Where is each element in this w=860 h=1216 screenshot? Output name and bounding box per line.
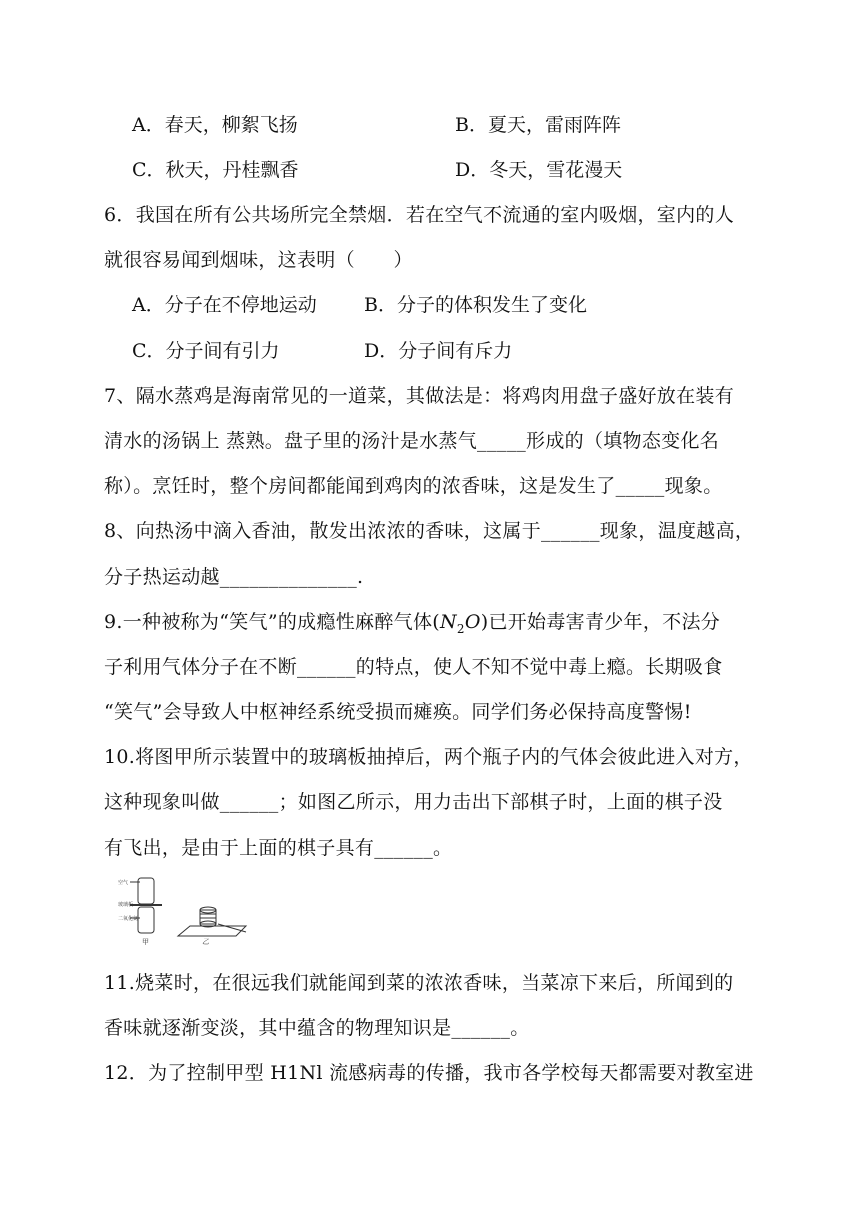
q10-line3: 有飞出，是由于上面的棋子具有______。 [104, 837, 453, 859]
q6-option-d: D．分子间有斥力 [364, 340, 513, 362]
q7-line2: 清水的汤锅上 蒸熟。盘子里的汤汁是水蒸气_____形成的（填物态变化名 [104, 430, 720, 452]
paper-sheet [178, 926, 246, 936]
q5-option-b: B．夏天，雷雨阵阵 [455, 114, 621, 136]
q10-line1: 10.将图甲所示装置中的玻璃板抽掉后，两个瓶子内的气体会彼此进入对方， [104, 746, 753, 768]
upper-bottle [138, 878, 154, 904]
svg-text:玻璃板: 玻璃板 [118, 902, 134, 908]
q6-option-a: A．分子在不停地运动 [132, 294, 317, 316]
q5-option-d: D．冬天，雪花漫天 [455, 159, 623, 181]
q6-option-c: C．分子间有引力 [132, 340, 280, 362]
q6-stem-line2: 就很容易闻到烟味，这表明（ ） [104, 249, 413, 271]
q5-option-c: C．秋天，丹桂飘香 [132, 159, 299, 181]
q7-line3: 称）。烹饪时，整个房间都能闻到鸡肉的浓香味，这是发生了_____现象。 [104, 475, 723, 497]
q12-line1: 12．为了控制甲型 H1Nl 流感病毒的传播，我市各学校每天都需要对教室进 [104, 1062, 754, 1084]
q9-line2: 子利用气体分子在不断______的特点，使人不知不觉中毒上瘾。长期吸食 [104, 656, 723, 678]
q9-line3: “笑气”会导致人中枢神经系统受损而瘫痪。同学们务必保持高度警惕! [104, 701, 692, 723]
chemical-formula: $N_2O$ [439, 611, 481, 636]
q6-option-b: B．分子的体积发生了变化 [364, 294, 587, 316]
svg-text:甲: 甲 [142, 938, 149, 946]
q9-line1 [104, 610, 720, 641]
svg-text:乙: 乙 [202, 938, 209, 946]
svg-text:空气: 空气 [118, 880, 129, 886]
q6-stem-line1: 6．我国在所有公共场所完全禁烟．若在空气不流通的室内吸烟，室内的人 [104, 204, 734, 226]
q8-line2: 分子热运动越______________. [104, 566, 364, 588]
q11-line2: 香味就逐渐变淡，其中蕴含的物理知识是______。 [104, 1017, 530, 1039]
q8-line1: 8、向热汤中滴入香油，散发出浓浓的香味，这属于______现象，温度越高， [104, 520, 755, 542]
q9-line1-pre: 9.一种被称为“笑气”的成瘾性麻醉气体( [104, 611, 440, 633]
q10-figure [118, 874, 248, 946]
svg-text:二氧化氮: 二氧化氮 [118, 916, 139, 922]
q9-line1-post: )已开始毒害青少年，不法分 [480, 611, 721, 633]
q10-line2: 这种现象叫做______；如图乙所示，用力击出下部棋子时，上面的棋子没 [104, 791, 723, 813]
q7-line1: 7、隔水蒸鸡是海南常见的一道菜，其做法是：将鸡肉用盘子盛好放在装有 [104, 385, 734, 407]
q11-line1: 11.烧菜时，在很远我们就能闻到菜的浓浓香味，当菜凉下来后，所闻到的 [104, 972, 734, 994]
q5-option-a: A．春天，柳絮飞扬 [132, 114, 298, 136]
lower-bottle [138, 907, 154, 933]
